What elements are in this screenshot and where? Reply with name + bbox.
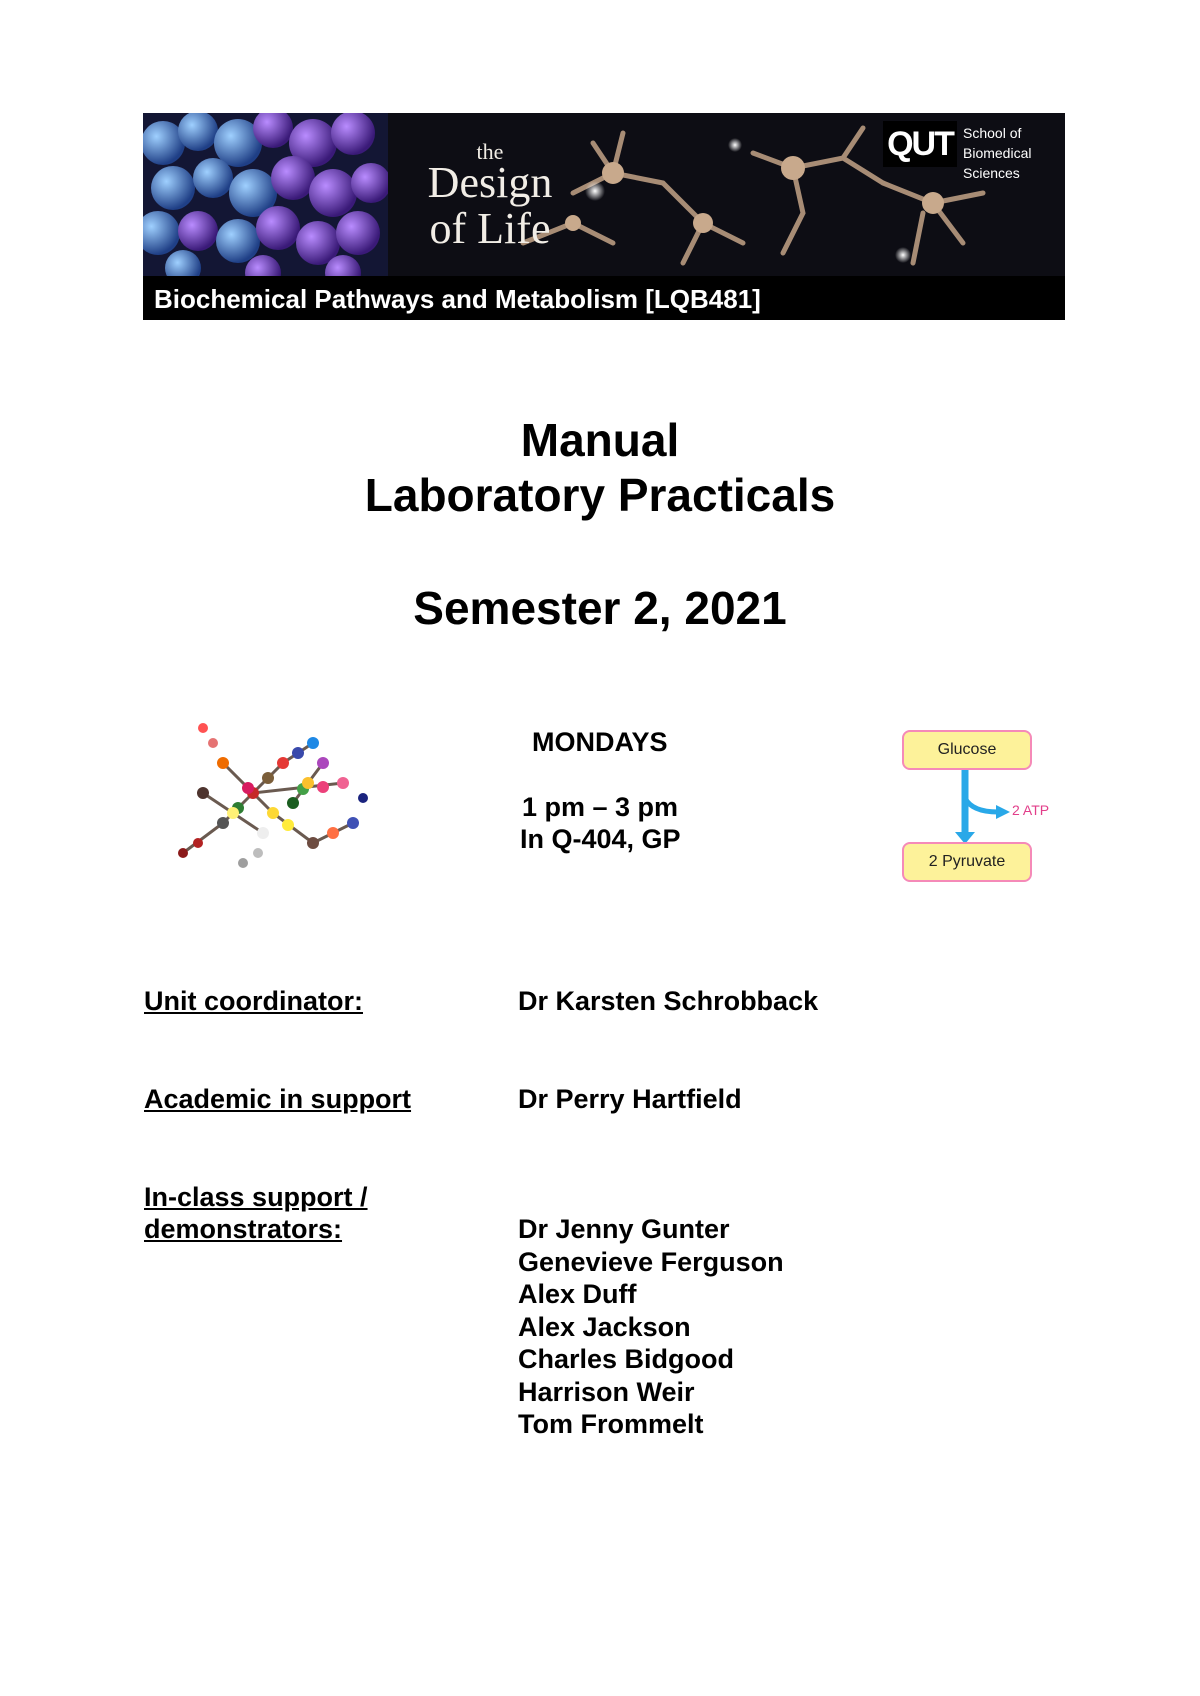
course-title: Biochemical Pathways and Metabolism [LQB481] (154, 284, 761, 314)
schedule-day: MONDAYS (532, 727, 668, 757)
demonstrator-name: Alex Jackson (518, 1311, 691, 1342)
demonstrator-name: Dr Jenny Gunter (518, 1214, 730, 1244)
semester-title: Semester 2, 2021 (413, 582, 787, 634)
demonstrators-list (518, 1213, 784, 1441)
demonstrator-name: Charles Bidgood (518, 1344, 735, 1374)
school-line: School of (963, 125, 1022, 141)
course-title-bar (143, 276, 1065, 320)
demonstrators-label-line1: In-class support / (144, 1182, 368, 1212)
practicals-title: Laboratory Practicals (364, 469, 836, 521)
logo-design: Design (427, 158, 553, 207)
manual-title: Manual (520, 414, 680, 466)
course-banner (143, 113, 1065, 320)
logo-the: the (476, 139, 504, 164)
schedule-time: 1 pm – 3 pm (522, 792, 679, 822)
demonstrators-label-line2: demonstrators: (144, 1214, 343, 1244)
demonstrator-name: Genevieve Ferguson (518, 1246, 784, 1277)
atp-label: 2 ATP (1012, 802, 1050, 818)
demonstrator-name: Harrison Weir (518, 1376, 695, 1407)
school-line: Biomedical (963, 145, 1032, 161)
support-label: Academic in support (144, 1084, 412, 1114)
school-line: Sciences (963, 165, 1020, 181)
logo-of-life: of Life (429, 204, 551, 253)
support-name: Dr Perry Hartfield (518, 1084, 742, 1114)
design-of-life-logo (405, 141, 575, 251)
schedule-location: In Q-404, GP (520, 824, 681, 854)
coordinator-name: Dr Karsten Schrobback (518, 986, 819, 1016)
qut-logo: QUT (883, 121, 957, 167)
glucose-box: Glucose (902, 730, 1032, 770)
demonstrator-name: Tom Frommelt (518, 1409, 704, 1439)
molecule-model-image (163, 703, 383, 883)
glycolysis-diagram (900, 730, 1100, 885)
demonstrator-name: Alex Duff (518, 1279, 637, 1309)
pyruvate-box: 2 Pyruvate (902, 842, 1032, 882)
school-name (963, 123, 1063, 183)
coordinator-label: Unit coordinator: (144, 986, 363, 1016)
